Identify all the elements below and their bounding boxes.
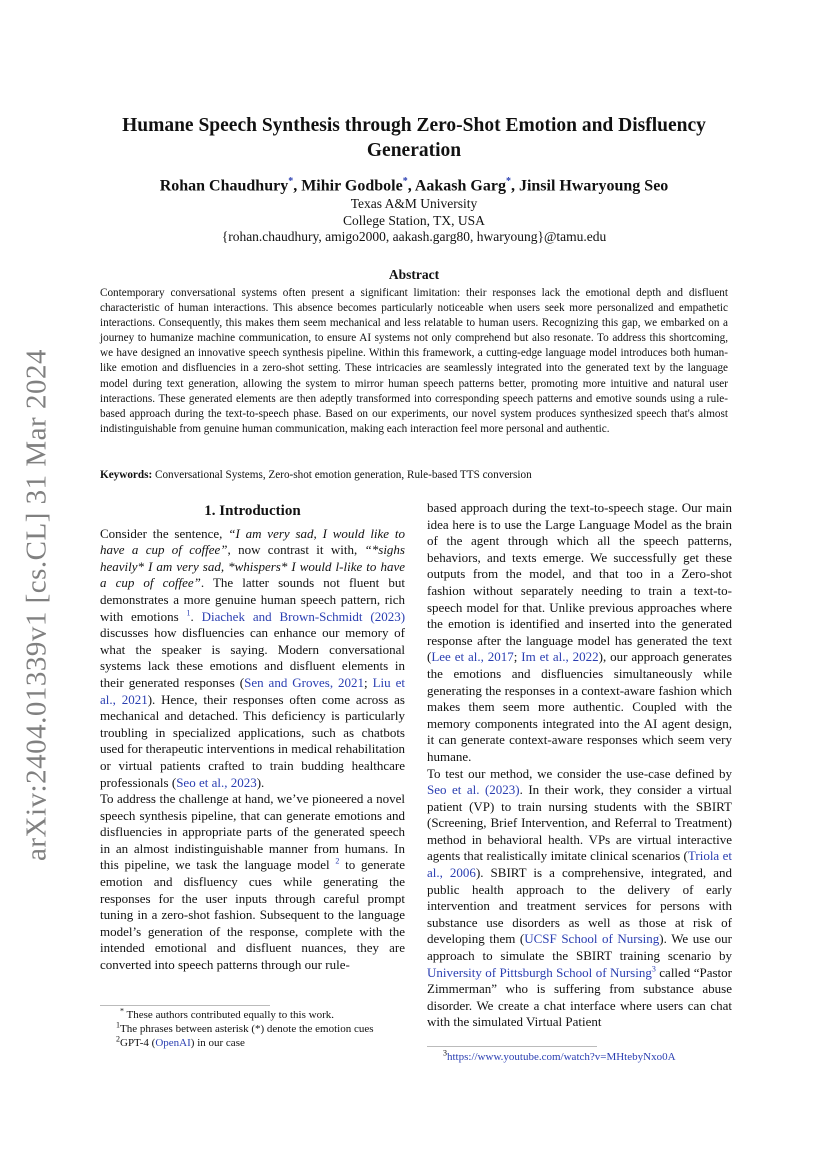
- openai-link[interactable]: OpenAI: [155, 1037, 191, 1049]
- right-column: [427, 500, 732, 1031]
- affiliation-block: [100, 196, 728, 246]
- citation-link[interactable]: Seo et al. (2023): [427, 782, 520, 798]
- citation-link[interactable]: University of Pittsburgh School of Nursing: [427, 964, 652, 980]
- footnote: * These authors contributed equally to this work.: [120, 1006, 334, 1021]
- equal-contribution-mark[interactable]: *: [505, 176, 511, 187]
- paper-title: Humane Speech Synthesis through Zero-Shot Emotion and Disfluency Generation: [122, 115, 706, 161]
- author-name: Aakash Garg: [414, 177, 506, 195]
- abstract-text: Contemporary conversational systems often present a significant limitation: their responses lack the emotional depth and disfluent characteristic of human interactions. This absence becomes particularly noticeable when users seek more personalized and empathetic interactions. Consequently, this makes them seem mechanical and less relatable to human users. Recognizing this gap, we embarked on a journey to humanize machine communication, to ensure AI systems not only comprehend but also resonate. To address this shortcoming, we have designed an innovative speech synthesis pipeline. Within this framework, a cutting-edge language model introduces both human-like emotion and disfluencies in a zero-shot setting. These intricacies are seamlessly integrated into the generated text by the language model during text generation, allowing the system to mirror human speech patterns better, promoting more intuitive and natural user interactions. These generated elements are then adeptly transformed into corresponding speech patterns and emotive sounds using a rule-based approach during the text-to-speech phase. Based on our experiments, our novel system produces synthesized speech that's almost indistinguishable from genuine human communication, making each interaction feel more personal and authentic.: [100, 287, 728, 435]
- footnotes-right: [443, 1050, 732, 1064]
- citation-link[interactable]: Triola et al., 2006: [427, 848, 732, 881]
- author-name: Mihir Godbole: [301, 177, 403, 195]
- abstract-heading: Abstract: [388, 267, 440, 282]
- footnote: $^2$GPT-4 (OpenAI) in our case: [116, 1034, 245, 1049]
- footnotes-left: [100, 1008, 405, 1050]
- equal-contribution-mark[interactable]: *: [402, 176, 408, 187]
- citation-link[interactable]: Lee et al., 2017: [431, 649, 514, 665]
- footnote-ref[interactable]: 2: [335, 857, 340, 867]
- arxiv-identifier: [12, 349, 62, 861]
- emails: {rohan.chaudhury, amigo2000, aakash.garg80, hwaryoung}@tamu.edu: [221, 229, 607, 244]
- footnote: $^3$https://www.youtube.com/watch?v=MHtebyNxo0A: [443, 1048, 676, 1063]
- keywords-label: Keywords:: [100, 469, 153, 481]
- author-name: Rohan Chaudhury: [159, 177, 289, 195]
- location: College Station, TX, USA: [343, 212, 485, 228]
- citation-link[interactable]: Diachek and Brown-Schmidt (2023): [201, 608, 406, 624]
- citation-link[interactable]: Sen and Groves, 2021: [244, 674, 365, 690]
- citation-link[interactable]: Seo et al., 2023: [176, 774, 257, 790]
- footnote: $^1$The phrases between asterisk (*) denote the emotion cues: [116, 1020, 374, 1035]
- paragraph: Consider the sentence, “I am very sad, I would like to have a cup of coffee”, now contrast it with, “*sighs heavily* I am very sad, *whispers* I would l-like to have a cup of coffee”. The latter sounds not fluent but demonstrates a more genuine human speech pattern, rich with emotions $^1$. Diachek and Brown-Schmidt (2023) discusses how disfluencies can enhance our memory of what the speaker is saying. Modern conversational systems lack these emotions and disfluent elements in their generated responses (Sen and Groves, 2021; Liu et al., 2021). Hence, their responses often come across as mechanical and detached. This deficiency is particularly troubling in specialized applications, such as chatbots used for therapeutic interventions in medical rehabilitation or virtual patients crafted to train budding healthcare professionals (Seo et al., 2023).: [100, 525, 406, 790]
- paragraph: To address the challenge at hand, we’ve pioneered a novel speech synthesis pipeline, that can generate emotions and disfluencies in appropriate parts of the generated speech in an almost indistinguishable manner from humans. In this pipeline, we task the language model $^2$ to generate emotion and disfluency cues while generating the responses for the user inputs through careful prompt tuning in a zero-shot fashion. Subsequent to the language model’s generation of the response, complete with the intended emotional and disfluent nuances, they are converted into speech patterns through our rule-: [100, 791, 405, 973]
- citation-link[interactable]: Im et al., 2022: [521, 649, 599, 665]
- keywords-text: Conversational Systems, Zero-shot emotion generation, Rule-based TTS conversion: [155, 469, 532, 481]
- footnote-ref[interactable]: 3: [651, 964, 656, 974]
- keywords: [100, 469, 728, 481]
- quote: “I am very sad, I would like to have a cup of coffee”: [100, 525, 405, 558]
- author-name: Jinsil Hwaryoung Seo: [518, 177, 669, 195]
- author-list: Rohan Chaudhury*, Mihir Godbole*, Aakash Garg*, Jinsil Hwaryoung Seo: [159, 176, 669, 195]
- paragraph: based approach during the text-to-speech stage. Our main idea here is to use the Large Language Model as the brain of the agent through which all the speech patterns, behaviors, and texts emerge. We successfully get these outputs from the model, and that too in a Zero-shot fashion without separately needing to train a text-to-speech model for that. Unlike previous approaches where the emotion is identified and inserted into the generated response after the language model has generated the text (Lee et al., 2017; Im et al., 2022), our approach generates the emotions and disfluencies simultaneously while generating the responses in a context-aware fashion which makes them seem more authentic. Coupled with the memory components integrated into the AI agent design, it can generate context-aware responses which seem very humane.: [427, 500, 732, 764]
- quote: “*sighs heavily* I am very sad, *whispers* I would l-like to have a cup of coffee”: [100, 542, 405, 591]
- paragraph: To test our method, we consider the use-case defined by Seo et al. (2023). In their work, they consider a virtual patient (VP) to train nursing students with the SBIRT (Screening, Brief Intervention, and Referral to Treatment) method in behavioral health. VPs are virtual interactive agents that realistically imitate clinical scenarios (Triola et al., 2006). SBIRT is a comprehensive, integrated, and public health approach to the delivery of early intervention and treatment services for persons with substance use disorders as well as those at risk of developing them (UCSF School of Nursing). We use our approach to simulate the SBIRT training scenario by University of Pittsburgh School of Nursing$^3$ called “Pastor Zimmerman” who is suffering from substance abuse disorder. We create a chat interface where users can chat with the simulated Virtual Patient: [427, 765, 733, 1030]
- arxiv-id-text: arXiv:2404.01339v1 [cs.CL] 31 Mar 2024: [20, 349, 53, 861]
- affiliation: Texas A&M University: [350, 196, 478, 211]
- footnote-ref[interactable]: 1: [186, 608, 191, 618]
- left-column: [100, 500, 405, 974]
- equal-contribution-mark[interactable]: *: [288, 176, 294, 187]
- youtube-link[interactable]: https://www.youtube.com/watch?v=MHtebyNxo0A: [447, 1051, 676, 1063]
- footnote-rule: [427, 1046, 597, 1047]
- section-heading: 1. Introduction: [204, 503, 301, 519]
- footnote-rule: [100, 1005, 270, 1006]
- citation-link[interactable]: Liu et al., 2021: [100, 674, 405, 707]
- citation-link[interactable]: UCSF School of Nursing: [524, 931, 660, 947]
